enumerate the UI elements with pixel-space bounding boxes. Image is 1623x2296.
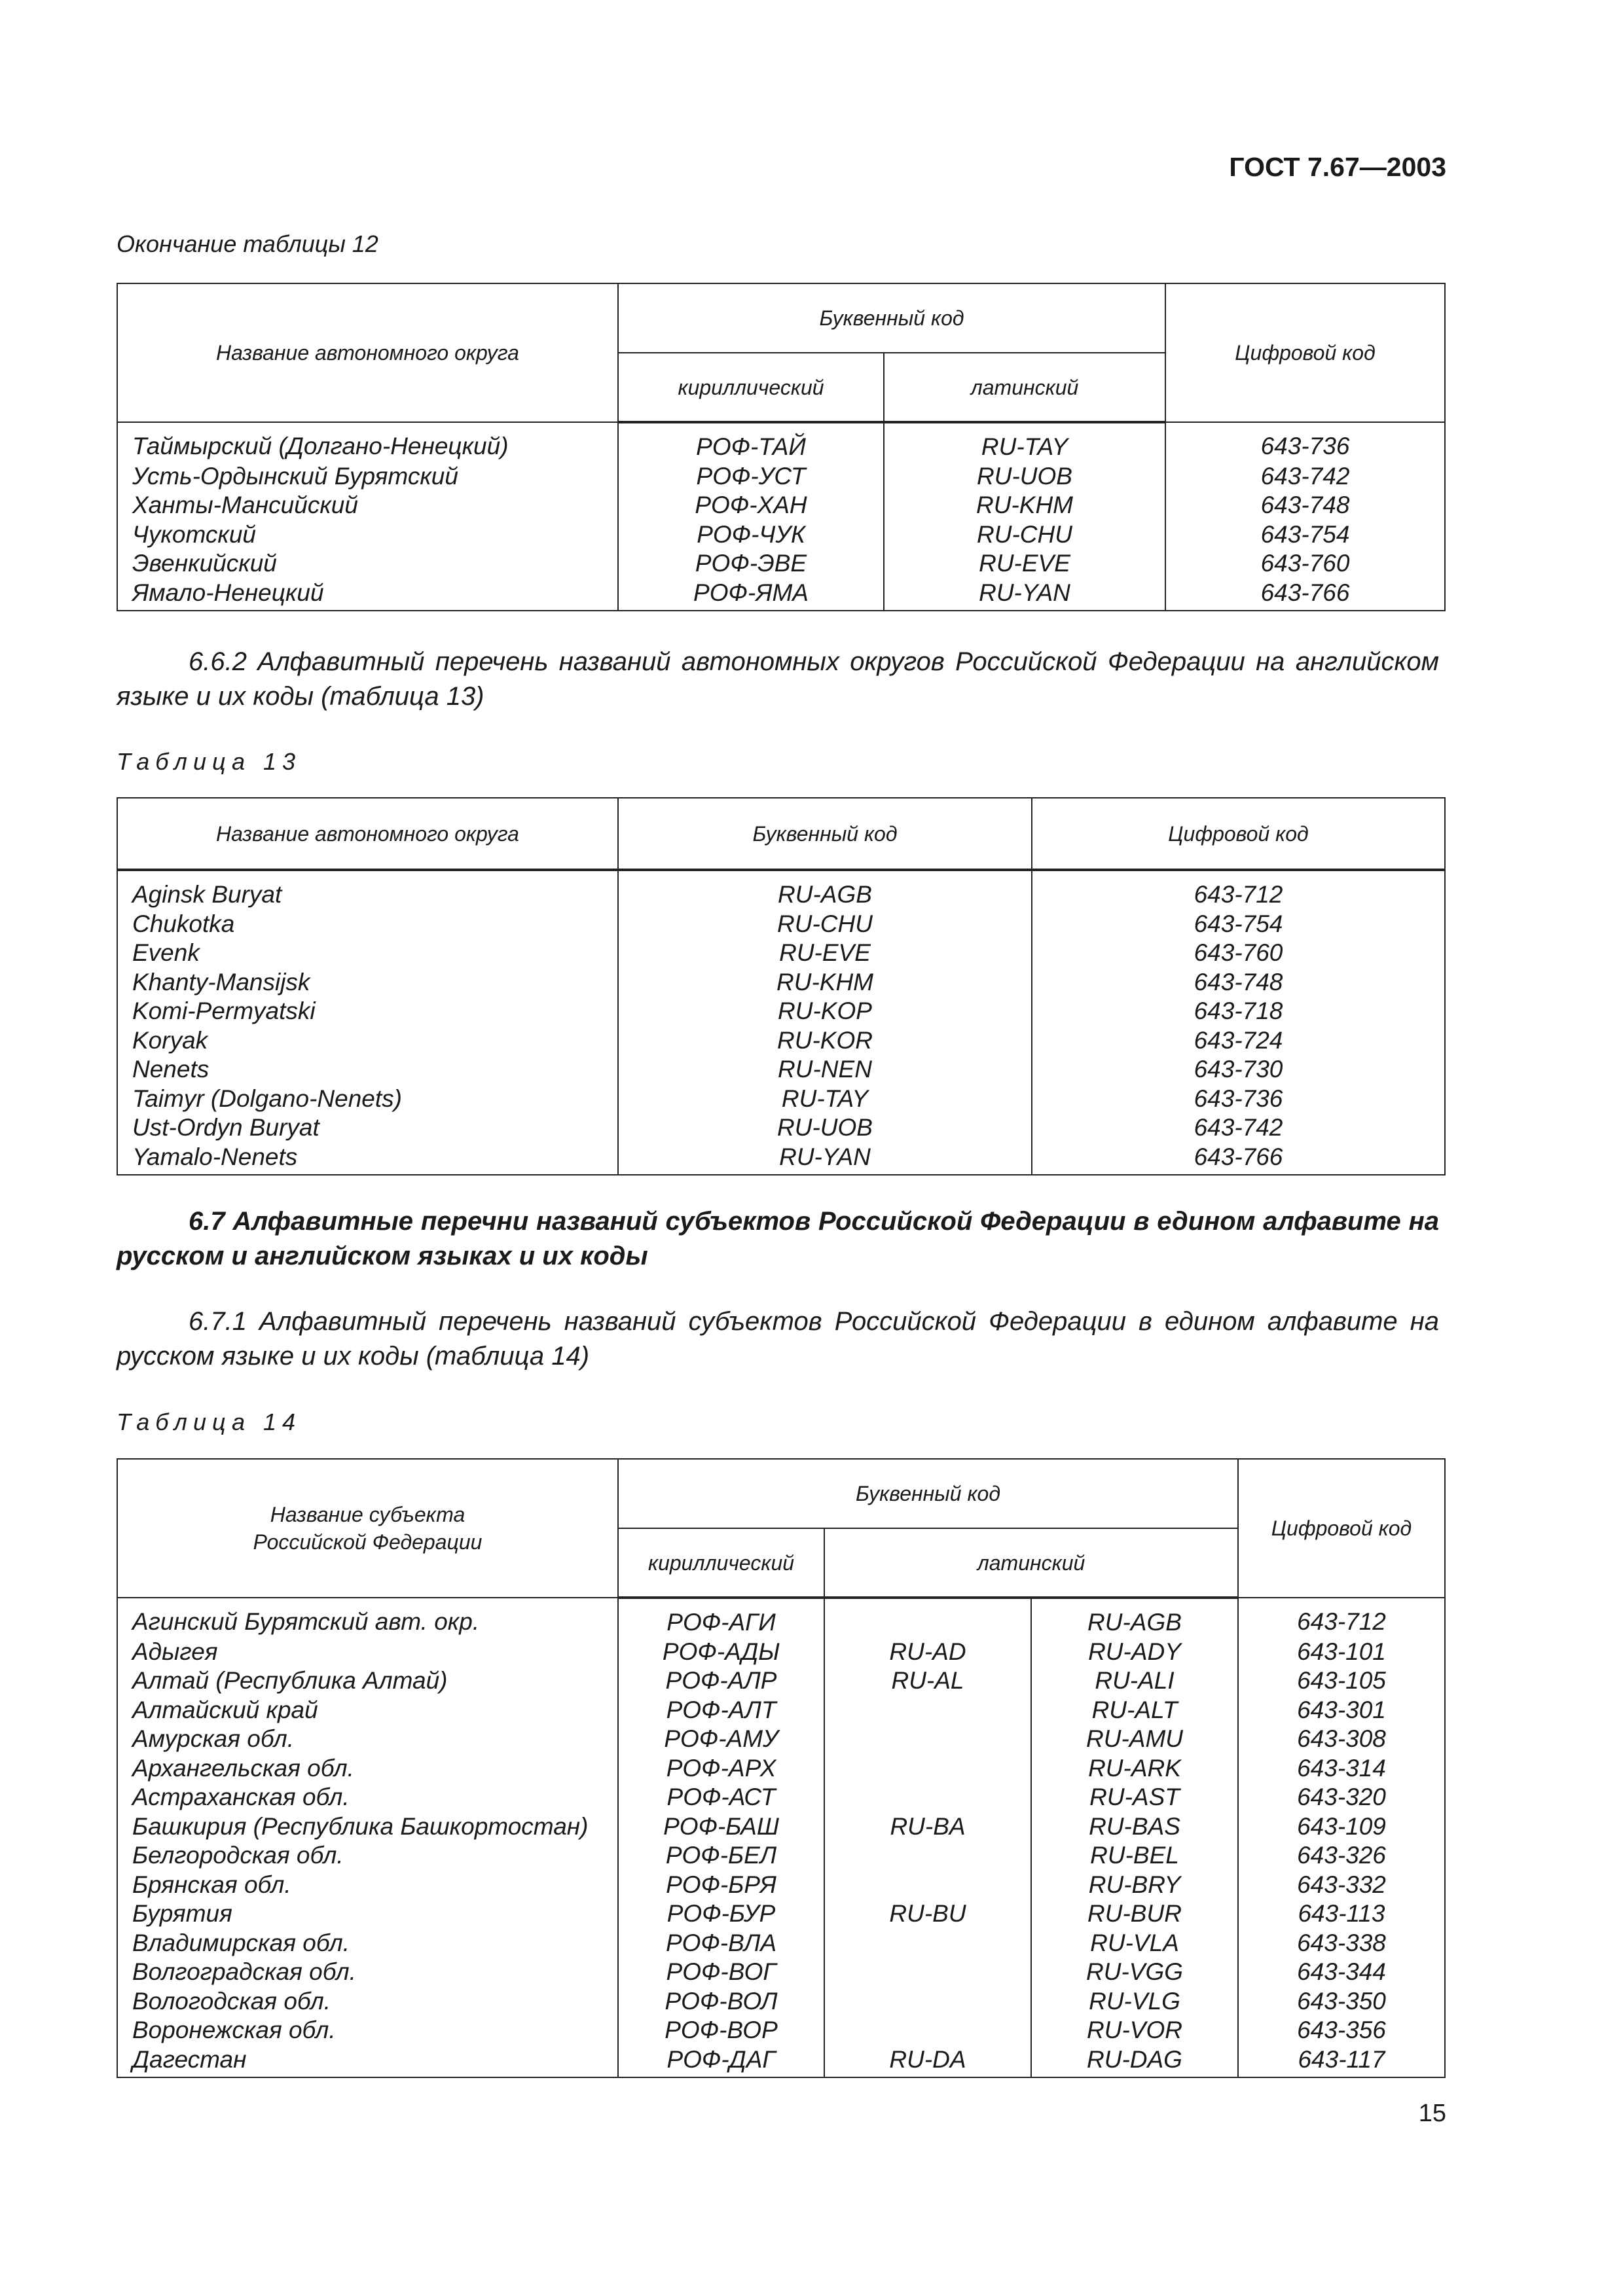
table14-name-header: Название субъекта Российской Федерации xyxy=(117,1459,618,1598)
table14-cell: РОФ-АСТ xyxy=(618,1783,824,1812)
table14-cell: 643-332 xyxy=(1238,1871,1445,1900)
table14-cell xyxy=(824,1783,1031,1812)
document-code: ГОСТ 7.67—2003 xyxy=(1229,152,1446,182)
table14-digital-code-header: Цифровой код xyxy=(1238,1459,1445,1598)
table14-row xyxy=(117,1958,1445,1987)
table14-row xyxy=(117,1929,1445,1958)
table14-row xyxy=(117,1899,1445,1929)
table12-row xyxy=(117,462,1445,492)
table14-cell: 643-326 xyxy=(1238,1841,1445,1871)
table12-row xyxy=(117,579,1445,611)
table12-cell: 643-736 xyxy=(1165,422,1445,462)
table14-cell xyxy=(824,1841,1031,1871)
table12-cell: 643-754 xyxy=(1165,520,1445,550)
table14-cell: RU-DAG xyxy=(1031,2045,1238,2078)
table14-row xyxy=(117,2016,1445,2045)
table12-latin-header: латинский xyxy=(884,353,1165,422)
table14-cell: RU-VLG xyxy=(1031,1987,1238,2017)
table14-cell: 643-105 xyxy=(1238,1666,1445,1696)
table14-cell xyxy=(824,1754,1031,1784)
table14-cell: RU-ADY xyxy=(1031,1638,1238,1667)
table14-cell: RU-VLA xyxy=(1031,1929,1238,1958)
table14-cell: RU-BUR xyxy=(1031,1899,1238,1929)
table13-letter-code-header: Буквенный код xyxy=(618,798,1032,870)
table12-cell: RU-KHM xyxy=(884,491,1165,520)
table13-row xyxy=(117,1085,1445,1114)
paragraph-6-6-2: 6.6.2 Алфавитный перечень названий автономных округов Российской Федерации на английском языке и их коды (таблица 13) xyxy=(117,647,1439,711)
table13-cell: RU-NEN xyxy=(618,1055,1032,1085)
table14-cell: RU-BRY xyxy=(1031,1871,1238,1900)
table13-cell: 643-742 xyxy=(1032,1113,1445,1143)
table14-cell: RU-ALI xyxy=(1031,1666,1238,1696)
table14-row xyxy=(117,1666,1445,1696)
table14-row xyxy=(117,1812,1445,1842)
table14-cell: РОФ-ВОГ xyxy=(618,1958,824,1987)
table13-row xyxy=(117,968,1445,997)
table12-cell: РОФ-ТАЙ xyxy=(618,422,884,462)
table12-cell: РОФ-ЧУК xyxy=(618,520,884,550)
table13-cell: 643-760 xyxy=(1032,939,1445,968)
table14-cell: RU-AL xyxy=(824,1666,1031,1696)
table13-digital-code-header: Цифровой код xyxy=(1032,798,1445,870)
table14-row xyxy=(117,1841,1445,1871)
table14-cell: РОФ-АМУ xyxy=(618,1725,824,1754)
table14-cell xyxy=(824,1987,1031,2017)
table14-cell: Вологодская обл. xyxy=(117,1987,618,2017)
table14-cell: Белгородская обл. xyxy=(117,1841,618,1871)
paragraph-6-7-1: 6.7.1 Алфавитный перечень названий субъектов Российской Федерации в едином алфавите на русском языке и их коды (таблица 14) xyxy=(117,1307,1439,1371)
table14-row xyxy=(117,1725,1445,1754)
table13-body xyxy=(117,870,1445,1175)
table12-cell: Эвенкийский xyxy=(117,549,618,579)
table14-letter-code-header: Буквенный код xyxy=(618,1459,1238,1528)
table14-cell: РОФ-АДЫ xyxy=(618,1638,824,1667)
table14-cell: РОФ-БУР xyxy=(618,1899,824,1929)
table12 xyxy=(117,283,1446,611)
table14-cell: РОФ-АЛР xyxy=(618,1666,824,1696)
table12-cell: 643-766 xyxy=(1165,579,1445,611)
table12-cell: RU-CHU xyxy=(884,520,1165,550)
table13-cell: Aginsk Buryat xyxy=(117,870,618,910)
table14-row xyxy=(117,1783,1445,1812)
table14-cell: РОФ-ДАГ xyxy=(618,2045,824,2078)
table14-row xyxy=(117,1696,1445,1725)
table12-digital-code-header: Цифровой код xyxy=(1165,283,1445,422)
table12-cell: 643-742 xyxy=(1165,462,1445,492)
table14-cell: 643-712 xyxy=(1238,1598,1445,1638)
table14-cell: Архангельская обл. xyxy=(117,1754,618,1784)
table14-cell: Бурятия xyxy=(117,1899,618,1929)
table13 xyxy=(117,797,1446,1175)
table13-row xyxy=(117,1026,1445,1056)
table13-cell: RU-YAN xyxy=(618,1143,1032,1175)
table12-cell: РОФ-ХАН xyxy=(618,491,884,520)
table14-cell: Брянская обл. xyxy=(117,1871,618,1900)
table14-cell: 643-320 xyxy=(1238,1783,1445,1812)
table14-cell: RU-DA xyxy=(824,2045,1031,2078)
table13-cell: Taimyr (Dolgano-Nenets) xyxy=(117,1085,618,1114)
table14-cell: RU-AD xyxy=(824,1638,1031,1667)
table13-cell: Chukotka xyxy=(117,910,618,939)
table13-cell: 643-724 xyxy=(1032,1026,1445,1056)
table14-cell: Воронежская обл. xyxy=(117,2016,618,2045)
table12-cyrillic-header: кириллический xyxy=(618,353,884,422)
table13-row xyxy=(117,1055,1445,1085)
table13-cell: 643-766 xyxy=(1032,1143,1445,1175)
table14-cell xyxy=(824,2016,1031,2045)
table13-cell: Evenk xyxy=(117,939,618,968)
table14-row xyxy=(117,2045,1445,2078)
table14-cell: RU-AGB xyxy=(1031,1598,1238,1638)
table12-caption: Окончание таблицы 12 xyxy=(117,230,378,257)
table14-cyrillic-header: кириллический xyxy=(618,1528,824,1598)
table14-cell: RU-BU xyxy=(824,1899,1031,1929)
table14-cell: Адыгея xyxy=(117,1638,618,1667)
table14-body xyxy=(117,1598,1445,2077)
table14-cell: RU-ALT xyxy=(1031,1696,1238,1725)
table14-cell xyxy=(824,1958,1031,1987)
table14-cell: РОФ-ВОЛ xyxy=(618,1987,824,2017)
table14-cell: РОФ-ВОР xyxy=(618,2016,824,2045)
table14-row xyxy=(117,1638,1445,1667)
table12-cell: Чукотский xyxy=(117,520,618,550)
table14-cell: RU-BA xyxy=(824,1812,1031,1842)
table14-cell: RU-BEL xyxy=(1031,1841,1238,1871)
table14-cell: RU-BAS xyxy=(1031,1812,1238,1842)
table14-cell: Алтай (Республика Алтай) xyxy=(117,1666,618,1696)
table13-cell: RU-UOB xyxy=(618,1113,1032,1143)
table14-cell: РОФ-БЕЛ xyxy=(618,1841,824,1871)
table14-row xyxy=(117,1871,1445,1900)
heading-6-7: 6.7 Алфавитные перечни названий субъектов Российской Федерации в едином алфавите на русском и английском языках и их коды xyxy=(117,1207,1439,1270)
table13-row xyxy=(117,1143,1445,1175)
table14-cell: Дагестан xyxy=(117,2045,618,2078)
table12-row xyxy=(117,549,1445,579)
table14-cell: РОФ-АЛТ xyxy=(618,1696,824,1725)
table14-cell: Башкирия (Республика Башкортостан) xyxy=(117,1812,618,1842)
table12-cell: РОФ-УСТ xyxy=(618,462,884,492)
table13-cell: Ust-Ordyn Buryat xyxy=(117,1113,618,1143)
table14-cell: 643-338 xyxy=(1238,1929,1445,1958)
table13-cell: 643-730 xyxy=(1032,1055,1445,1085)
table14-cell: 643-113 xyxy=(1238,1899,1445,1929)
table14-cell: РОФ-АГИ xyxy=(618,1598,824,1638)
table12-cell: RU-EVE xyxy=(884,549,1165,579)
table14-cell: РОФ-АРХ xyxy=(618,1754,824,1784)
table13-cell: 643-736 xyxy=(1032,1085,1445,1114)
table14-cell: 643-101 xyxy=(1238,1638,1445,1667)
table13-cell: RU-EVE xyxy=(618,939,1032,968)
table13-cell: Khanty-Mansijsk xyxy=(117,968,618,997)
table13-cell: RU-KOP xyxy=(618,997,1032,1026)
table12-cell: RU-TAY xyxy=(884,422,1165,462)
table14-row xyxy=(117,1754,1445,1784)
table12-cell: Усть-Ордынский Бурятский xyxy=(117,462,618,492)
table14-cell: Волгоградская обл. xyxy=(117,1958,618,1987)
table13-cell: Koryak xyxy=(117,1026,618,1056)
table14-cell: RU-VOR xyxy=(1031,2016,1238,2045)
table14-row xyxy=(117,1987,1445,2017)
table13-cell: RU-KOR xyxy=(618,1026,1032,1056)
table13-cell: Komi-Permyatski xyxy=(117,997,618,1026)
table13-caption: Таблица 13 xyxy=(117,748,302,775)
table14-latin-header: латинский xyxy=(824,1528,1238,1598)
table14-cell: RU-ARK xyxy=(1031,1754,1238,1784)
table12-letter-code-header: Буквенный код xyxy=(618,283,1165,353)
table14-cell: Амурская обл. xyxy=(117,1725,618,1754)
table14-row xyxy=(117,1598,1445,1638)
table13-cell: Yamalo-Nenets xyxy=(117,1143,618,1175)
page-number: 15 xyxy=(1418,2100,1446,2127)
table12-cell: Ханты-Мансийский xyxy=(117,491,618,520)
table13-row xyxy=(117,1113,1445,1143)
table14-cell: 643-350 xyxy=(1238,1987,1445,2017)
table12-row xyxy=(117,520,1445,550)
table12-cell: РОФ-ЭВЕ xyxy=(618,549,884,579)
table12-cell: RU-YAN xyxy=(884,579,1165,611)
table12-cell: 643-748 xyxy=(1165,491,1445,520)
table13-cell: 643-754 xyxy=(1032,910,1445,939)
table14-cell: 643-301 xyxy=(1238,1696,1445,1725)
table14-cell: 643-356 xyxy=(1238,2016,1445,2045)
table13-cell: 643-712 xyxy=(1032,870,1445,910)
table13-cell: RU-AGB xyxy=(618,870,1032,910)
table14-cell xyxy=(824,1929,1031,1958)
table13-row xyxy=(117,997,1445,1026)
table12-row xyxy=(117,491,1445,520)
table13-name-header: Название автономного округа xyxy=(117,798,618,870)
table13-cell: 643-718 xyxy=(1032,997,1445,1026)
table13-row xyxy=(117,870,1445,910)
table12-cell: RU-UOB xyxy=(884,462,1165,492)
table14-cell xyxy=(824,1696,1031,1725)
table13-cell: RU-TAY xyxy=(618,1085,1032,1114)
table14-cell xyxy=(824,1598,1031,1638)
table12-name-header: Название автономного округа xyxy=(117,283,618,422)
table14-cell: 643-109 xyxy=(1238,1812,1445,1842)
table14-cell: РОФ-БРЯ xyxy=(618,1871,824,1900)
table13-cell: 643-748 xyxy=(1032,968,1445,997)
table14-cell xyxy=(824,1871,1031,1900)
table14-cell: RU-VGG xyxy=(1031,1958,1238,1987)
table12-cell: 643-760 xyxy=(1165,549,1445,579)
table13-cell: RU-CHU xyxy=(618,910,1032,939)
table14-cell: Астраханская обл. xyxy=(117,1783,618,1812)
table14-cell: 643-117 xyxy=(1238,2045,1445,2078)
table14 xyxy=(117,1458,1446,2078)
table13-cell: RU-KHM xyxy=(618,968,1032,997)
table14-caption: Таблица 14 xyxy=(117,1408,302,1435)
table14-cell: Алтайский край xyxy=(117,1696,618,1725)
table14-cell: РОФ-ВЛА xyxy=(618,1929,824,1958)
table12-cell: Таймырский (Долгано-Ненецкий) xyxy=(117,422,618,462)
table13-cell: Nenets xyxy=(117,1055,618,1085)
table14-cell xyxy=(824,1725,1031,1754)
table14-cell: 643-314 xyxy=(1238,1754,1445,1784)
table12-row xyxy=(117,422,1445,462)
table14-cell: РОФ-БАШ xyxy=(618,1812,824,1842)
table14-cell: RU-AMU xyxy=(1031,1725,1238,1754)
table14-cell: RU-AST xyxy=(1031,1783,1238,1812)
table13-row xyxy=(117,939,1445,968)
table14-cell: Агинский Бурятский авт. окр. xyxy=(117,1598,618,1638)
table14-cell: 643-344 xyxy=(1238,1958,1445,1987)
table12-body xyxy=(117,422,1445,611)
table13-row xyxy=(117,910,1445,939)
table12-cell: РОФ-ЯМА xyxy=(618,579,884,611)
table14-cell: Владимирская обл. xyxy=(117,1929,618,1958)
table12-cell: Ямало-Ненецкий xyxy=(117,579,618,611)
table14-cell: 643-308 xyxy=(1238,1725,1445,1754)
